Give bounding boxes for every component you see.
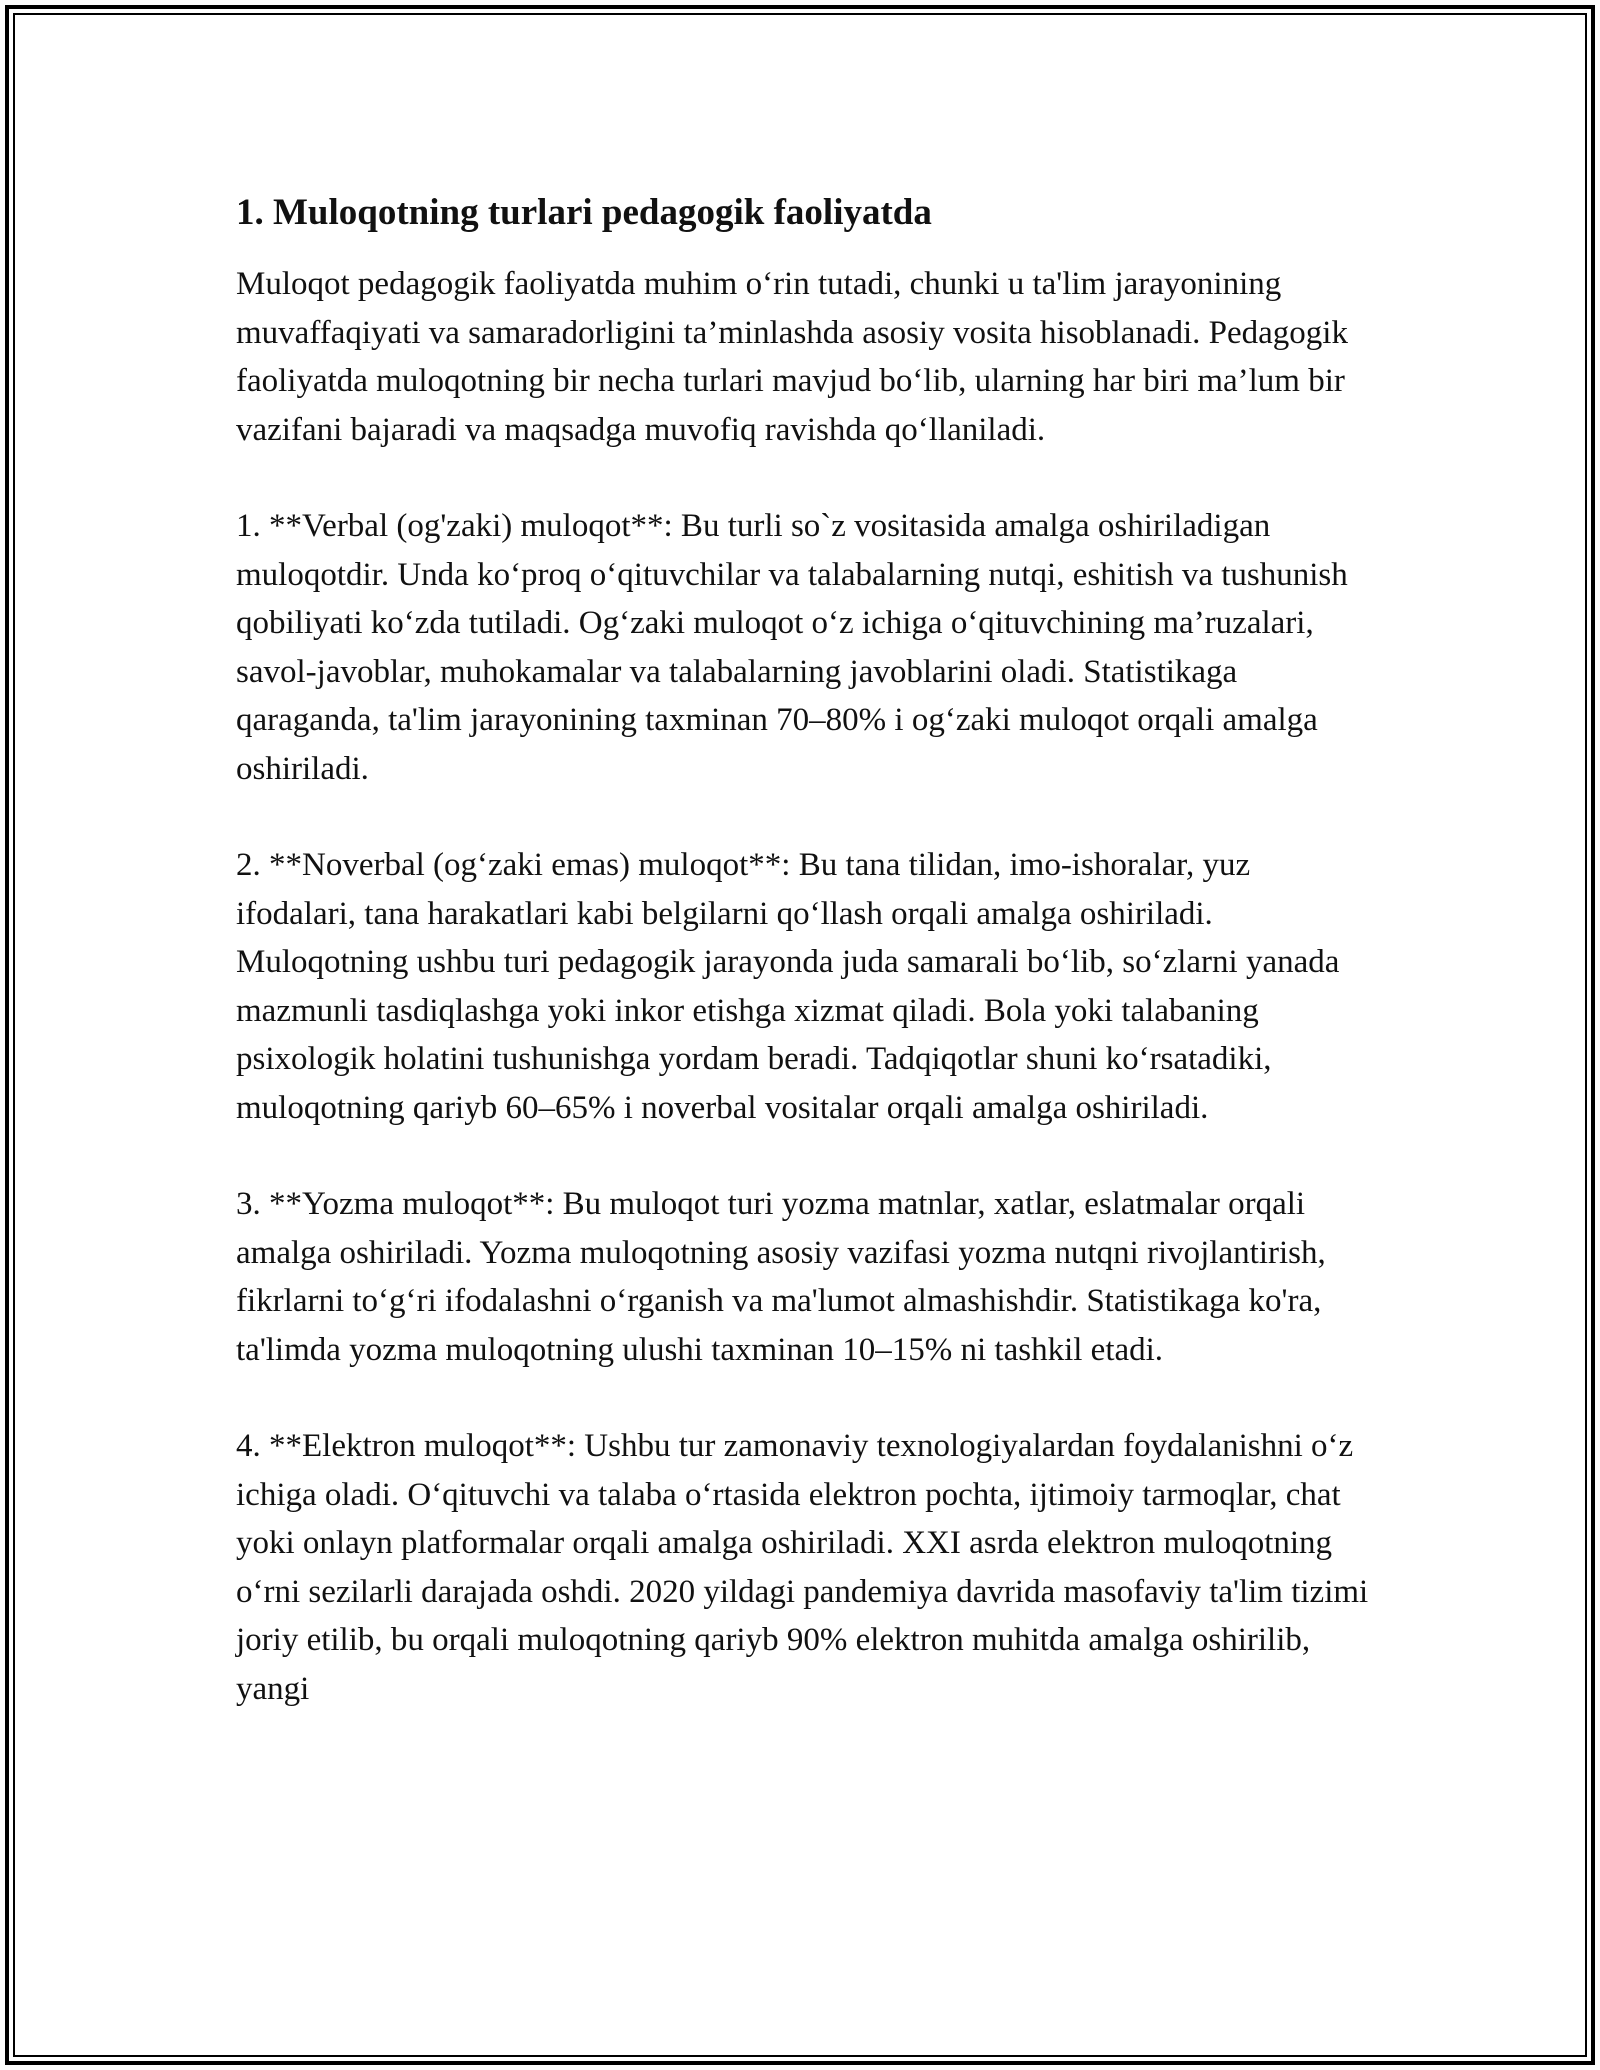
- section-title: 1. Muloqotning turlari pedagogik faoliyatda: [236, 192, 932, 233]
- document-body: [236, 188, 1376, 1761]
- nonverbal-paragraph: 2. **Noverbal (og‘zaki emas) muloqot**: Bu tana tilidan, imo-ishoralar, yuz ifodalari, tana harakatlari kabi belgilarni qo‘llash orqali amalga oshiriladi. Muloqotning ushbu turi pedagogik jarayonda juda samarali bo‘lib, so‘zlarni yanada mazmunli tasdiqlashga yoki inkor etishga xizmat qiladi. Bola yoki talabaning psixologik holatini tushunishga yordam beradi. Tadqiqotlar shuni ko‘rsatadiki, muloqotning qariyb 60–65% i noverbal vositalar orqali amalga oshiriladi.: [236, 847, 1340, 1126]
- written-paragraph: 3. **Yozma muloqot**: Bu muloqot turi yozma matnlar, xatlar, eslatmalar orqali amalga oshiriladi. Yozma muloqotning asosiy vazifasi yozma nutqni rivojlantirish, fikrlarni to‘g‘ri ifodalashni o‘rganish va ma'lumot almashishdir. Statistikaga ko'ra, ta'limda yozma muloqotning ulushi taxminan 10–15% ni tashkil etadi.: [236, 1186, 1326, 1368]
- electronic-paragraph: 4. **Elektron muloqot**: Ushbu tur zamonaviy texnologiyalardan foydalanishni o‘z ichiga oladi. O‘qituvchi va talaba o‘rtasida elektron pochta, ijtimoiy tarmoqlar, chat yoki onlayn platformalar orqali amalga oshiriladi. XXI asrda elektron muloqotning o‘rni sezilarli darajada oshdi. 2020 yildagi pandemiya davrida masofaviy ta'lim tizimi joriy etilib, bu orqali muloqotning qariyb 90% elektron muhitda amalga oshirilib, yangi: [236, 1428, 1369, 1707]
- intro-paragraph: Muloqot pedagogik faoliyatda muhim o‘rin tutadi, chunki u ta'lim jarayonining muvaffaqiyati va samaradorligini ta’minlashda asosiy vosita hisoblanadi. Pedagogik faoliyatda muloqotning bir necha turlari mavjud bo‘lib, ularning har biri ma’lum bir vazifani bajaradi va maqsadga muvofiq ravishda qo‘llaniladi.: [236, 266, 1348, 448]
- verbal-paragraph: 1. **Verbal (og'zaki) muloqot**: Bu turli so`z vositasida amalga oshiriladigan muloqotdir. Unda ko‘proq o‘qituvchilar va talabalarning nutqi, eshitish va tushunish qobiliyati ko‘zda tutiladi. Og‘zaki muloqot o‘z ichiga o‘qituvchining ma’ruzalari, savol-javoblar, muhokamalar va talabalarning javoblarini oladi. Statistikaga qaraganda, ta'lim jarayonining taxminan 70–80% i og‘zaki muloqot orqali amalga oshiriladi.: [236, 508, 1348, 787]
